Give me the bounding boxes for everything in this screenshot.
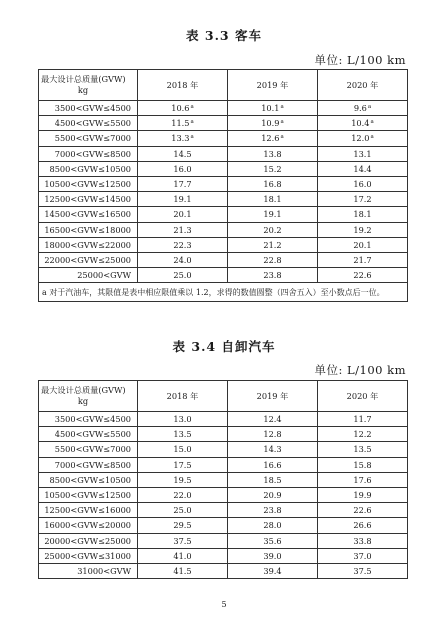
limit-value: 21.2 [263, 239, 282, 250]
table1-header-gvw [39, 70, 138, 101]
limit-value-cell [138, 503, 228, 518]
limit-value-cell [228, 457, 318, 472]
limit-value: 15.0 [173, 444, 192, 455]
limit-value-cell [227, 207, 317, 222]
limit-value: 19.5 [173, 474, 192, 485]
limit-value: 29.5 [173, 520, 192, 531]
limit-value: 19.1 [173, 194, 192, 205]
gvw-range-cell: 7000<GVW≤8500 [39, 146, 138, 161]
limit-value: 14.3 [263, 444, 282, 455]
gvw-range-cell: 10500<GVW≤12500 [39, 176, 138, 191]
limit-value: 28.0 [263, 520, 282, 531]
table-row [39, 457, 408, 472]
limit-value-cell [227, 131, 317, 146]
limit-value-cell [138, 207, 228, 222]
table2-header-year: 2020 年 [318, 381, 408, 412]
footnote-marker: a [190, 119, 194, 126]
limit-value: 19.2 [353, 224, 372, 235]
limit-value: 20.2 [263, 224, 282, 235]
limit-value: 39.0 [263, 550, 282, 561]
gvw-range-cell: 8500<GVW≤10500 [39, 161, 138, 176]
limit-value: 23.8 [263, 270, 282, 281]
table-row [39, 237, 408, 252]
limit-value-cell [138, 457, 228, 472]
limit-value-cell [317, 116, 407, 131]
limit-value: 22.6 [353, 505, 372, 516]
limit-value: 19.1 [263, 209, 282, 220]
limit-value: 22.8 [263, 254, 282, 265]
table-row [39, 503, 408, 518]
table2-title: 表 3.4 自卸汽车 [172, 339, 276, 354]
table2-header-gvw-line1: 最大设计总质量(GVW) [41, 385, 126, 395]
limit-value-cell [138, 161, 228, 176]
limit-value: 39.4 [263, 565, 282, 576]
limit-value: 11.5 [171, 118, 190, 129]
table2-header-gvw [39, 381, 138, 412]
limit-value-cell [318, 533, 408, 548]
limit-value: 16.8 [263, 179, 282, 190]
table-row [39, 176, 408, 191]
gvw-range-cell: 12500<GVW≤14500 [39, 192, 138, 207]
limit-value-cell [227, 101, 317, 116]
gvw-range-cell: 3500<GVW≤4500 [39, 412, 138, 427]
limit-value: 12.2 [353, 429, 372, 440]
gvw-range-cell: 8500<GVW≤10500 [39, 472, 138, 487]
gvw-range-cell: 25000<GVW [39, 268, 138, 283]
limit-value-cell [138, 252, 228, 267]
table-row [39, 161, 408, 176]
table1-footnote: a 对于汽油车，其限值是表中相应限值乘以 1.2，求得的数值圆整（四舍五入）至小数点后一位。 [39, 283, 408, 302]
gvw-range-cell: 16500<GVW≤18000 [39, 222, 138, 237]
limit-value: 18.5 [263, 474, 282, 485]
limit-value-cell [138, 548, 228, 563]
limit-value-cell [138, 131, 228, 146]
limit-value: 16.0 [353, 179, 372, 190]
limit-value: 23.8 [263, 505, 282, 516]
table-row [39, 252, 408, 267]
limit-value-cell [317, 207, 407, 222]
gvw-range-cell: 14500<GVW≤16500 [39, 207, 138, 222]
limit-value: 25.0 [173, 270, 192, 281]
limit-value: 17.6 [353, 474, 372, 485]
limit-value: 16.6 [263, 459, 282, 470]
limit-value: 21.7 [353, 254, 372, 265]
limit-value-cell [227, 161, 317, 176]
limit-value: 10.1 [261, 103, 280, 114]
table-row [39, 533, 408, 548]
limit-value-cell [228, 442, 318, 457]
table-row [39, 518, 408, 533]
limit-value: 14.5 [173, 148, 192, 159]
footnote-marker: a [190, 134, 194, 141]
table1-header-gvw-line1: 最大设计总质量(GVW) [41, 74, 126, 84]
gvw-range-cell: 10500<GVW≤12500 [39, 487, 138, 502]
limit-value: 41.5 [173, 565, 192, 576]
limit-value-cell [138, 268, 228, 283]
limit-value-cell [318, 427, 408, 442]
footnote-marker: a [280, 134, 284, 141]
limit-value: 22.3 [173, 239, 192, 250]
table-row [39, 427, 408, 442]
limit-value: 15.2 [263, 163, 282, 174]
limit-value-cell [227, 252, 317, 267]
gvw-range-cell: 12500<GVW≤16000 [39, 503, 138, 518]
limit-value-cell [227, 146, 317, 161]
footnote-marker: a [370, 119, 374, 126]
limit-value: 12.6 [261, 133, 280, 144]
table1-header-year: 2019 年 [227, 70, 317, 101]
limit-value: 20.9 [263, 490, 282, 501]
limit-value: 19.9 [353, 490, 372, 501]
footnote-marker: a [280, 104, 284, 111]
limit-value: 17.5 [173, 459, 192, 470]
table2-header-gvw-line2: kg [77, 396, 89, 406]
limit-value-cell [317, 237, 407, 252]
limit-value-cell [317, 222, 407, 237]
limit-value: 22.0 [173, 490, 192, 501]
limit-value-cell [228, 518, 318, 533]
limit-value-cell [138, 146, 228, 161]
table-row [39, 192, 408, 207]
limit-value: 10.9 [261, 118, 280, 129]
table-row [39, 442, 408, 457]
limit-value: 33.8 [353, 535, 372, 546]
gvw-range-cell: 5500<GVW≤7000 [39, 442, 138, 457]
limit-value: 25.0 [173, 505, 192, 516]
limit-value: 26.6 [353, 520, 372, 531]
table-row [39, 548, 408, 563]
footnote-marker: a [370, 134, 374, 141]
limit-value: 12.4 [263, 414, 282, 425]
limit-value: 20.1 [353, 239, 372, 250]
gvw-range-cell: 31000<GVW [39, 563, 138, 578]
limit-value-cell [138, 237, 228, 252]
limit-value-cell [228, 412, 318, 427]
table-row [39, 116, 408, 131]
limit-value-cell [138, 563, 228, 578]
limit-value-cell [227, 192, 317, 207]
table-row [39, 268, 408, 283]
limit-value: 20.1 [173, 209, 192, 220]
limit-value-cell [228, 548, 318, 563]
table2-header-year: 2018 年 [138, 381, 228, 412]
limit-value: 37.5 [173, 535, 192, 546]
gvw-range-cell: 16000<GVW≤20000 [39, 518, 138, 533]
gvw-range-cell: 4500<GVW≤5500 [39, 116, 138, 131]
limit-value: 12.8 [263, 429, 282, 440]
limit-value-cell [228, 487, 318, 502]
limit-value-cell [318, 442, 408, 457]
limit-value: 13.1 [353, 148, 372, 159]
table-row [39, 222, 408, 237]
limit-value-cell [228, 503, 318, 518]
table-row [39, 131, 408, 146]
gvw-range-cell: 22000<GVW≤25000 [39, 252, 138, 267]
limit-value: 9.6 [353, 103, 367, 114]
limit-value: 10.4 [351, 118, 370, 129]
limit-value: 13.8 [263, 148, 282, 159]
gvw-range-cell: 4500<GVW≤5500 [39, 427, 138, 442]
limit-value-cell [138, 518, 228, 533]
limit-value-cell [318, 472, 408, 487]
limit-value-cell [317, 131, 407, 146]
limit-value: 10.6 [171, 103, 190, 114]
limit-value-cell [138, 222, 228, 237]
limit-value-cell [138, 192, 228, 207]
table2 [38, 380, 408, 579]
limit-value-cell [138, 487, 228, 502]
gvw-range-cell: 5500<GVW≤7000 [39, 131, 138, 146]
limit-value-cell [228, 427, 318, 442]
gvw-range-cell: 18000<GVW≤22000 [39, 237, 138, 252]
limit-value: 11.7 [353, 414, 372, 425]
limit-value-cell [138, 533, 228, 548]
limit-value-cell [317, 176, 407, 191]
limit-value: 18.1 [353, 209, 372, 220]
limit-value-cell [227, 222, 317, 237]
limit-value: 37.0 [353, 550, 372, 561]
table-row [39, 101, 408, 116]
limit-value-cell [318, 457, 408, 472]
table1-title: 表 3.3 客车 [186, 28, 262, 43]
limit-value: 17.2 [353, 194, 372, 205]
limit-value: 17.7 [173, 179, 192, 190]
table2-unit: 单位: L/100 km [314, 363, 406, 377]
limit-value-cell [317, 101, 407, 116]
limit-value-cell [227, 268, 317, 283]
limit-value-cell [138, 442, 228, 457]
limit-value-cell [318, 518, 408, 533]
gvw-range-cell: 3500<GVW≤4500 [39, 101, 138, 116]
table1-header-year: 2020 年 [317, 70, 407, 101]
limit-value: 22.6 [353, 270, 372, 281]
limit-value: 13.5 [173, 429, 192, 440]
limit-value-cell [318, 563, 408, 578]
footnote-marker: a [190, 104, 194, 111]
limit-value-cell [227, 176, 317, 191]
limit-value: 14.4 [353, 163, 372, 174]
limit-value-cell [318, 412, 408, 427]
limit-value: 35.6 [263, 535, 282, 546]
limit-value-cell [317, 192, 407, 207]
table2-header-year: 2019 年 [228, 381, 318, 412]
limit-value: 13.5 [353, 444, 372, 455]
limit-value-cell [228, 563, 318, 578]
limit-value: 18.1 [263, 194, 282, 205]
limit-value-cell [317, 252, 407, 267]
limit-value-cell [228, 472, 318, 487]
table-row [39, 207, 408, 222]
footnote-marker: a [367, 104, 372, 111]
limit-value: 13.0 [173, 414, 192, 425]
limit-value-cell [318, 548, 408, 563]
limit-value-cell [318, 503, 408, 518]
limit-value: 12.0 [351, 133, 370, 144]
limit-value: 13.3 [171, 133, 190, 144]
limit-value-cell [138, 427, 228, 442]
limit-value: 21.3 [173, 224, 192, 235]
limit-value-cell [138, 472, 228, 487]
limit-value-cell [138, 116, 228, 131]
footnote-marker: a [280, 119, 284, 126]
limit-value-cell [227, 237, 317, 252]
table-row [39, 563, 408, 578]
table-row [39, 412, 408, 427]
table1-unit: 单位: L/100 km [314, 53, 406, 67]
gvw-range-cell: 25000<GVW≤31000 [39, 548, 138, 563]
gvw-range-cell: 20000<GVW≤25000 [39, 533, 138, 548]
table1-header-gvw-line2: kg [77, 85, 89, 95]
limit-value-cell [228, 533, 318, 548]
limit-value-cell [318, 487, 408, 502]
table1-header-year: 2018 年 [138, 70, 228, 101]
table-row [39, 487, 408, 502]
limit-value-cell [138, 412, 228, 427]
limit-value-cell [227, 116, 317, 131]
limit-value: 41.0 [173, 550, 192, 561]
limit-value: 37.5 [353, 565, 372, 576]
table1 [38, 69, 408, 302]
limit-value: 16.0 [173, 163, 192, 174]
page-number: 5 [221, 600, 227, 609]
limit-value-cell [317, 268, 407, 283]
limit-value: 15.8 [353, 459, 372, 470]
limit-value: 24.0 [173, 254, 192, 265]
limit-value-cell [138, 101, 228, 116]
table-row [39, 146, 408, 161]
gvw-range-cell: 7000<GVW≤8500 [39, 457, 138, 472]
limit-value-cell [317, 146, 407, 161]
table-row [39, 472, 408, 487]
limit-value-cell [138, 176, 228, 191]
limit-value-cell [317, 161, 407, 176]
